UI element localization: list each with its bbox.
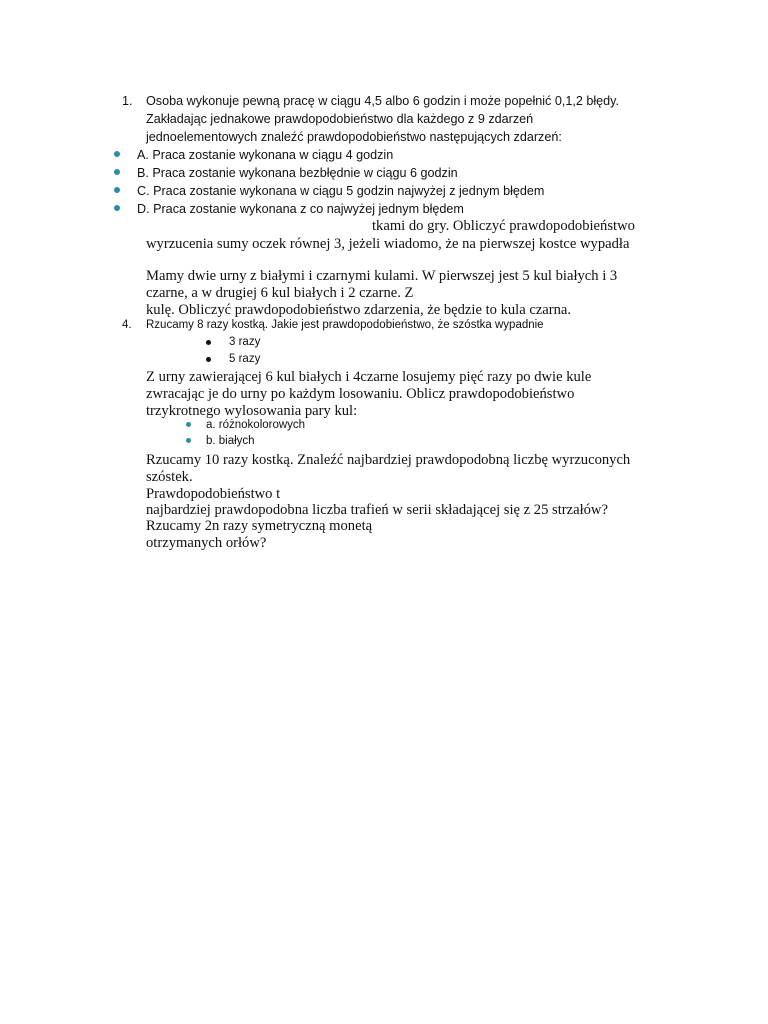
bullet-dot-icon (206, 340, 211, 345)
q2-line-1: tkami do gry. Obliczyć prawdopodobieństwo (372, 218, 635, 234)
q5-option-b: b. białych (206, 435, 255, 447)
q2-line-2: wyrzucenia sumy oczek równej 3, jeżeli wiadomo, że na pierwszej kostce wypadła (146, 236, 630, 252)
q5-line-2: zwracając je do urny po każdym losowaniu. Oblicz prawdopodobieństwo (146, 386, 575, 402)
q4-option-2: 5 razy (229, 353, 261, 365)
q3-line-3: kulę. Obliczyć prawdopodobieństwo zdarzenia, że będzie to kula czarna. (146, 302, 572, 318)
bullet-dot-icon (114, 187, 120, 193)
q1-option-c: C. Praca zostanie wykonana w ciągu 5 godzin najwyżej z jednym błędem (137, 184, 545, 198)
bullet-dot-icon (114, 151, 120, 157)
q1-line-1: Osoba wykonuje pewną pracę w ciągu 4,5 albo 6 godzin i może popełnić 0,1,2 błędy. (146, 94, 620, 108)
q5-line-3: trzykrotnego wylosowania pary kul: (146, 403, 358, 419)
q4-option-1: 3 razy (229, 336, 261, 348)
bullet-dot-icon (206, 357, 211, 362)
q4-text: Rzucamy 8 razy kostką. Jakie jest prawdopodobieństwo, że szóstka wypadnie (146, 319, 544, 331)
q1-number: 1. (122, 94, 133, 108)
q6-line-2: szóstek. (146, 469, 193, 485)
bullet-dot-icon (114, 205, 120, 211)
q1-option-b: B. Praca zostanie wykonana bezbłędnie w ciągu 6 godzin (137, 166, 458, 180)
bullet-dot-icon (186, 422, 191, 427)
q7-line-2: najbardziej prawdopodobna liczba trafień w serii składającej się z 25 strzałów? (146, 502, 608, 518)
q1-option-d: D. Praca zostanie wykonana z co najwyżej jednym błędem (137, 202, 464, 216)
q5-option-a: a. różnokolorowych (206, 419, 306, 431)
q4-number: 4. (122, 319, 132, 331)
q7-line-1: Prawdopodobieństwo t (146, 486, 281, 502)
q5-line-1: Z urny zawierającej 6 kul białych i 4czarne losujemy pięć razy po dwie kule (146, 369, 592, 385)
q3-line-2: czarne, a w drugiej 6 kul białych i 2 czarne. Z (146, 285, 414, 301)
q1-line-3: jednoelementowych znaleźć prawdopodobieństwo następujących zdarzeń: (146, 130, 562, 144)
q6-line-1: Rzucamy 10 razy kostką. Znaleźć najbardziej prawdopodobną liczbę wyrzuconych (146, 452, 631, 468)
q3-line-1: Mamy dwie urny z białymi i czarnymi kulami. W pierwszej jest 5 kul białych i 3 (146, 268, 618, 284)
bullet-dot-icon (186, 438, 191, 443)
q1-option-a: A. Praca zostanie wykonana w ciągu 4 godzin (137, 148, 394, 162)
q1-line-2: Zakładając jednakowe prawdopodobieństwo dla każdego z 9 zdarzeń (146, 112, 534, 126)
bullet-dot-icon (114, 169, 120, 175)
q8-line-1: Rzucamy 2n razy symetryczną monetą (146, 518, 373, 534)
q8-line-2: otrzymanych orłów? (146, 535, 267, 551)
